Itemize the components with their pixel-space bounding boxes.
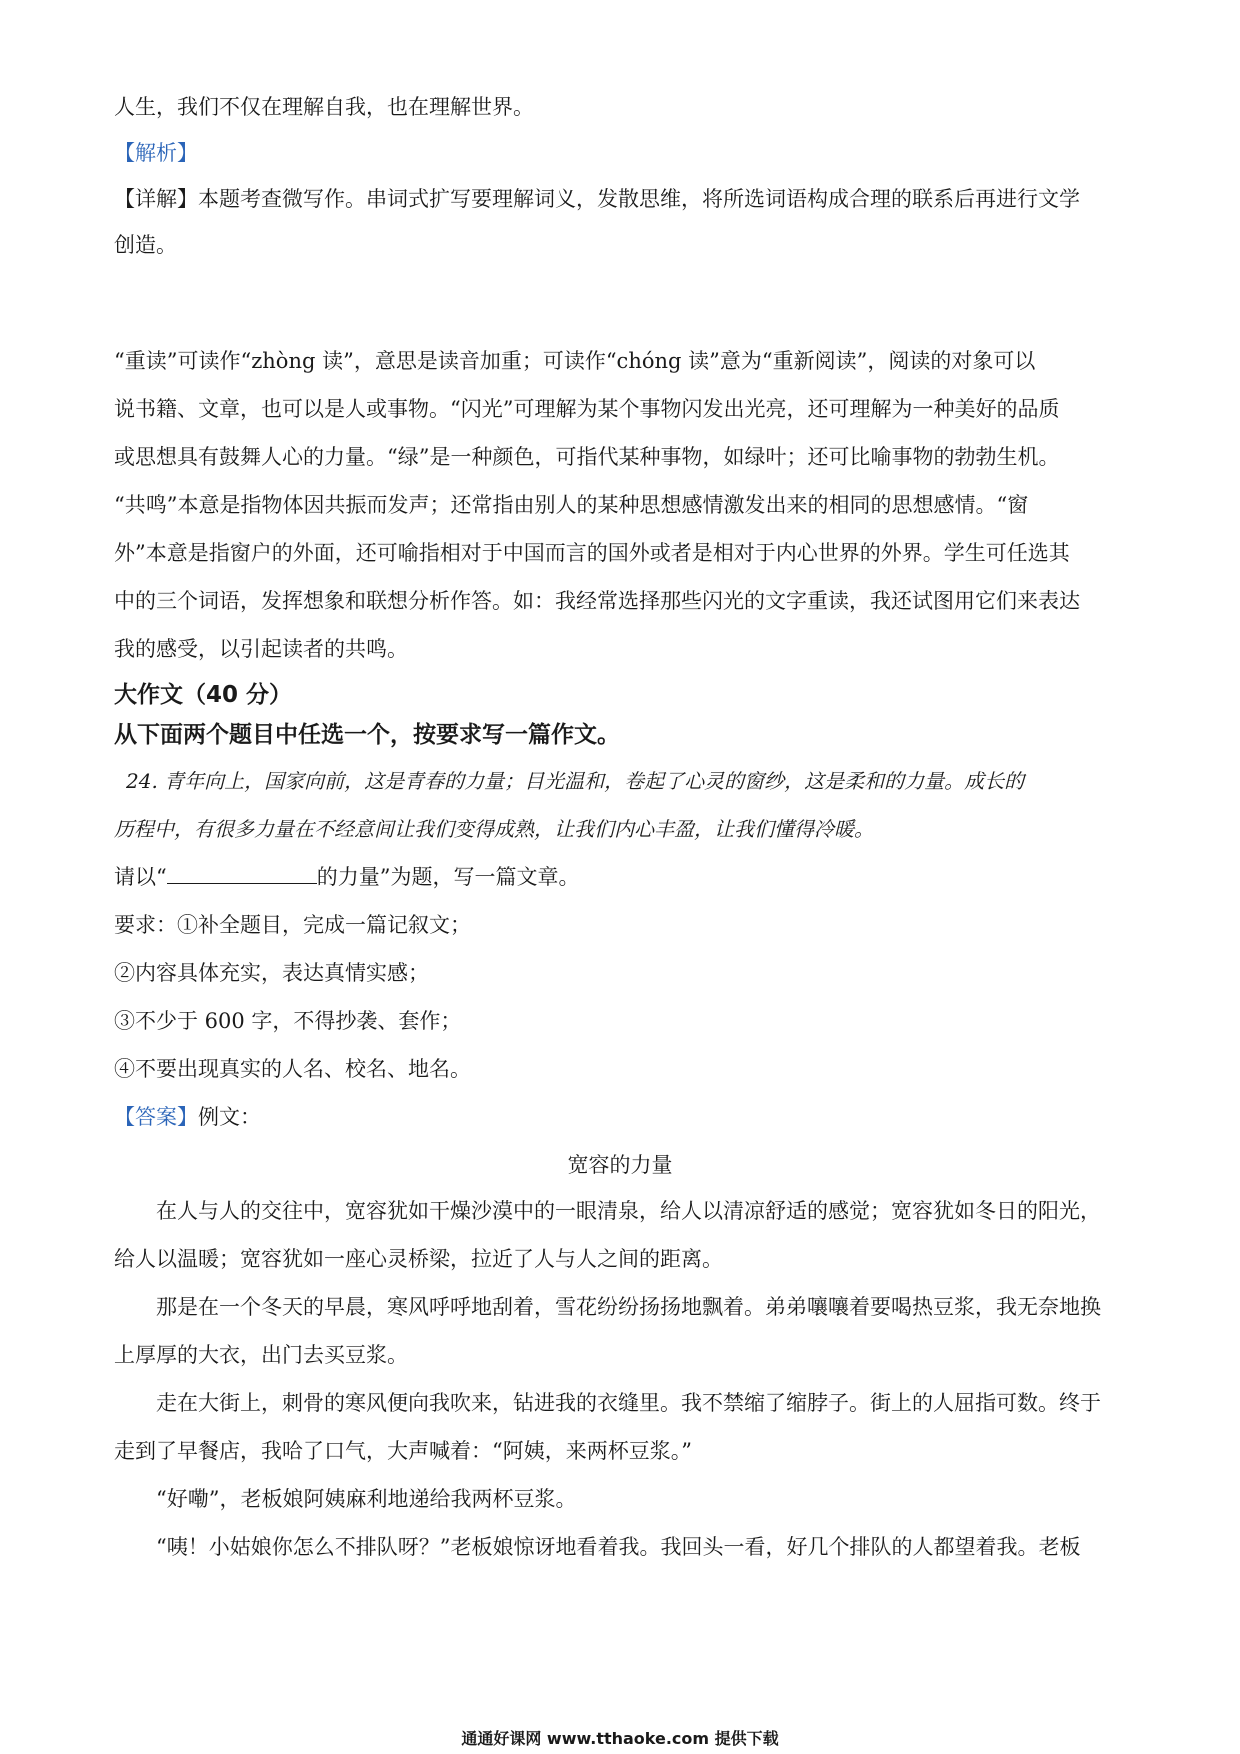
essay-section-heading: 大作文（40 分） xyxy=(114,682,293,708)
question-line: 历程中，有很多力量在不经意间让我们变得成熟，让我们内心丰盈，让我们懂得冷暖。 xyxy=(114,817,874,841)
detail-line: 创造。 xyxy=(114,233,177,257)
essay-paragraph-line: 走到了早餐店，我哈了口气，大声喊着：“阿姨，来两杯豆浆。” xyxy=(114,1439,692,1463)
analysis-tag: 【解析】 xyxy=(114,141,198,165)
essay-paragraph-line: 走在大街上，刺骨的寒风便向我吹来，钻进我的衣缝里。我不禁缩了缩脖子。街上的人屈指可数。终于 xyxy=(156,1391,1101,1415)
analysis-continued-line: 人生，我们不仅在理解自我，也在理解世界。 xyxy=(114,95,534,119)
explanation-line: 或思想具有鼓舞人心的力量。“绿”是一种颜色，可指代某种事物，如绿叶；还可比喻事物的勃勃生机。 xyxy=(114,445,1060,469)
essay-paragraph-line: “好嘞”，老板娘阿姨麻利地递给我两杯豆浆。 xyxy=(156,1487,577,1511)
requirement-line: ②内容具体充实，表达真情实感； xyxy=(114,961,429,985)
essay-paragraph-line: 那是在一个冬天的早晨，寒风呼呼地刮着，雪花纷纷扬扬地飘着。弟弟嚷嚷着要喝热豆浆，我无奈地换 xyxy=(156,1295,1101,1319)
requirement-line: ③不少于 600 字，不得抄袭、套作； xyxy=(114,1009,462,1033)
title-prompt-prefix: 请以“ xyxy=(114,865,167,889)
essay-paragraph-line: 给人以温暖；宽容犹如一座心灵桥梁，拉近了人与人之间的距离。 xyxy=(114,1247,723,1271)
answer-line xyxy=(114,1102,1134,1132)
essay-paragraph-line: 在人与人的交往中，宽容犹如干燥沙漠中的一眼清泉，给人以清凉舒适的感觉；宽容犹如冬日的阳光， xyxy=(156,1199,1101,1223)
essay-instruction: 从下面两个题目中任选一个，按要求写一篇作文。 xyxy=(114,722,620,748)
requirement-line: ④不要出现真实的人名、校名、地名。 xyxy=(114,1057,471,1081)
explanation-line: 我的感受，以引起读者的共鸣。 xyxy=(114,637,408,661)
explanation-line: “共鸣”本意是指物体因共振而发声；还常指由别人的某种思想感情激发出来的相同的思想感情。“窗 xyxy=(114,493,1029,517)
question-line: 24. 青年向上，国家向前，这是青春的力量；目光温和，卷起了心灵的窗纱，这是柔和的力量。成长的 xyxy=(126,769,1025,793)
explanation-line: 外”本意是指窗户的外面，还可喻指相对于中国而言的国外或者是相对于内心世界的外界。学生可任选其 xyxy=(114,541,1070,565)
explanation-line: 说书籍、文章，也可以是人或事物。“闪光”可理解为某个事物闪发出光亮，还可理解为一种美好的品质 xyxy=(114,397,1060,421)
requirement-line: 要求：①补全题目，完成一篇记叙文； xyxy=(114,913,471,937)
title-prompt xyxy=(114,862,1134,892)
sample-essay-title: 宽容的力量 xyxy=(567,1153,673,1177)
answer-label: 例文： xyxy=(198,1105,261,1129)
page-footer: 通通好课网 www.tthaoke.com 提供下载 xyxy=(461,1729,779,1748)
detail-line: 【详解】本题考查微写作。串词式扩写要理解词义，发散思维，将所选词语构成合理的联系后再进行文学 xyxy=(114,187,1080,211)
essay-paragraph-line: 上厚厚的大衣，出门去买豆浆。 xyxy=(114,1343,408,1367)
essay-paragraph-line: “咦！小姑娘你怎么不排队呀？”老板娘惊讶地看着我。我回头一看，好几个排队的人都望着我。老板 xyxy=(156,1535,1081,1559)
answer-tag: 【答案】 xyxy=(114,1105,198,1129)
explanation-line: 中的三个词语，发挥想象和联想分析作答。如：我经常选择那些闪光的文字重读，我还试图用它们来表达 xyxy=(114,589,1080,613)
explanation-line: “重读”可读作“zhòng 读”，意思是读音加重；可读作“chóng 读”意为“重新阅读”，阅读的对象可以 xyxy=(114,349,1036,373)
title-prompt-suffix: 的力量”为题，写一篇文章。 xyxy=(316,865,580,889)
title-blank xyxy=(167,863,317,884)
